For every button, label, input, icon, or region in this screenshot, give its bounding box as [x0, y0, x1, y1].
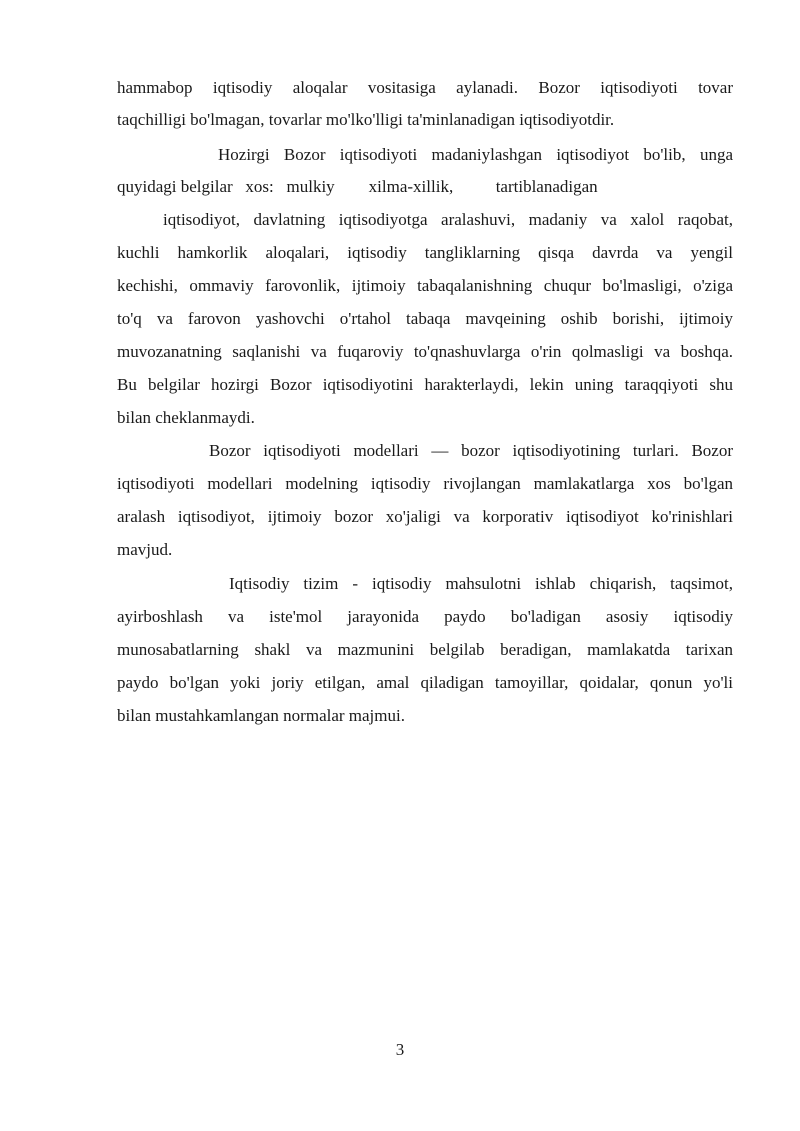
- text-line: mavjud.: [117, 540, 173, 559]
- text-line: paydo bo'lgan yoki joriy etilgan, amal qiladigan tamoyillar, qoidalar, qonun yo'li: [117, 673, 733, 692]
- page-number: 3: [395, 1040, 405, 1059]
- text-line: quyidagi belgilar xos: mulkiy xilma-xillik, tartiblanadigan: [117, 177, 598, 196]
- text-line: Hozirgi Bozor iqtisodiyoti madaniylashgan iqtisodiyot bo'lib, unga: [218, 145, 733, 164]
- text-line: Iqtisodiy tizim - iqtisodiy mahsulotni ishlab chiqarish, taqsimot,: [229, 574, 733, 593]
- text-line: to'q va farovon yashovchi o'rtahol tabaqa mavqeining oshib borishi, ijtimoiy: [117, 309, 733, 328]
- text-line: ayirboshlash va iste'mol jarayonida paydo bo'ladigan asosiy iqtisodiy: [117, 607, 733, 626]
- text-line: kuchli hamkorlik aloqalari, iqtisodiy tangliklarning qisqa davrda va yengil: [117, 243, 733, 262]
- text-line: aralash iqtisodiyot, ijtimoiy bozor xo'jaligi va korporativ iqtisodiyot ko'rinishlari: [117, 507, 733, 526]
- text-line: bilan mustahkamlangan normalar majmui.: [117, 706, 405, 725]
- text-line: muvozanatning saqlanishi va fuqaroviy to'qnashuvlarga o'rin qolmasligi va boshqa.: [117, 342, 733, 361]
- text-line: Bozor iqtisodiyoti modellari — bozor iqtisodiyotining turlari. Bozor: [209, 441, 733, 460]
- text-line: taqchilligi bo'lmagan, tovarlar mo'lko'lligi ta'minlanadigan iqtisodiyotdir.: [117, 110, 615, 129]
- text-line: hammabop iqtisodiy aloqalar vositasiga aylanadi. Bozor iqtisodiyoti tovar: [117, 78, 733, 97]
- text-line: bilan cheklanmaydi.: [117, 408, 255, 427]
- text-line: iqtisodiyot, davlatning iqtisodiyotga aralashuvi, madaniy va xalol raqobat,: [163, 210, 733, 229]
- text-line: iqtisodiyoti modellari modelning iqtisodiy rivojlangan mamlakatlarga xos bo'lgan: [117, 474, 733, 493]
- text-line: kechishi, ommaviy farovonlik, ijtimoiy tabaqalanishning chuqur bo'lmasligi, o'ziga: [117, 276, 733, 295]
- text-line: Bu belgilar hozirgi Bozor iqtisodiyotini harakterlaydi, lekin uning taraqqiyoti shu: [117, 375, 733, 394]
- text-line: munosabatlarning shakl va mazmunini belgilab beradigan, mamlakatda tarixan: [117, 640, 733, 659]
